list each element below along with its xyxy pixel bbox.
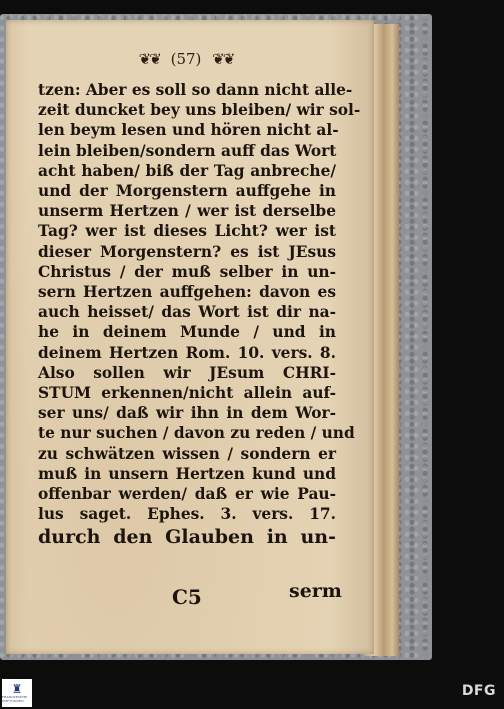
text-line: sern Hertzen auffgehen: davon es (38, 283, 336, 302)
text-line: ser uns/ daß wir ihn in dem Wor- (38, 404, 336, 423)
text-line: he in deinem Munde / und in (38, 323, 336, 342)
text-line: STUM erkennen/nicht allein auf- (38, 384, 336, 403)
viewer-footer (0, 679, 504, 709)
signature-mark: C5 (172, 585, 202, 609)
dfg-logo[interactable]: DFG (461, 683, 496, 699)
page-number: (57) (170, 50, 202, 68)
text-line: Also sollen wir JEsum CHRI- (38, 363, 336, 382)
text-line: zu schwätzen wissen / sondern er (38, 444, 336, 463)
book (0, 8, 440, 663)
text-line: Christus / der muß selber in un- (38, 262, 336, 281)
text-line: lus saget. Ephes. 3. vers. 17. (38, 505, 336, 524)
text-line: deinem Hertzen Rom. 10. vers. 8. (38, 343, 336, 362)
ornament-left-icon: ❦❦ (138, 50, 160, 68)
body-text (38, 80, 361, 549)
library-emblem-icon: ♜ (11, 682, 23, 696)
ornament-right-icon: ❦❦ (212, 50, 234, 68)
text-line: acht haben/ biß der Tag anbreche/ (38, 161, 336, 180)
text-line: Tag? wer ist dieses Licht? wer ist (38, 222, 336, 241)
catchword: serm (289, 580, 342, 602)
text-line: auch heisset/ das Wort ist dir na- (38, 303, 336, 322)
text-line: offenbar werden/ daß er wie Pau- (38, 485, 336, 504)
text-line: durch den Glauben in un- (38, 526, 336, 549)
text-line: muß in unsern Hertzen kund und (38, 464, 336, 483)
text-line: zeit duncket bey uns bleiben/ wir sol- (38, 101, 361, 120)
text-line: tzen: Aber es soll so dann nicht alle- (38, 81, 353, 99)
text-line: te nur suchen / davon zu reden / und (38, 424, 355, 443)
page-header (6, 50, 366, 68)
text-line: und der Morgenstern auffgehe in (38, 182, 336, 201)
text-line: unserm Hertzen / wer ist derselbe (38, 202, 336, 221)
text-line: lein bleiben/sondern auff das Wort (38, 141, 337, 160)
library-logo-text: FRANCKESCHE STIFTUNGEN (2, 695, 28, 703)
book-page (6, 20, 374, 654)
library-logo[interactable] (2, 679, 32, 707)
text-line: len beym lesen und hören nicht al- (38, 121, 339, 140)
text-line: dieser Morgenstern? es ist JEsus (38, 242, 336, 261)
